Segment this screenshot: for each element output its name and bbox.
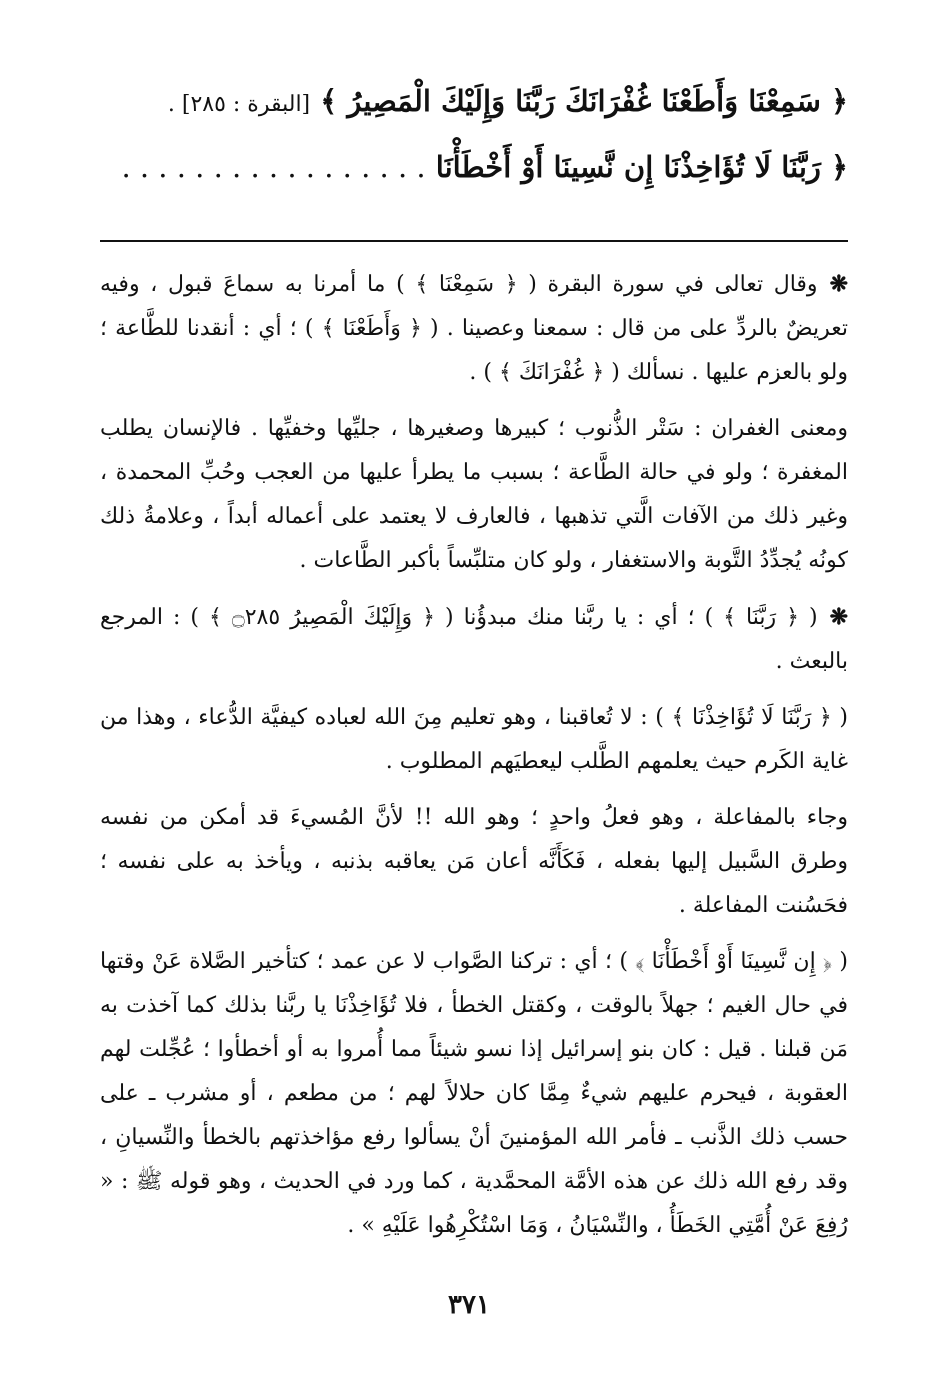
commentary-paragraph [100,696,848,784]
verse-2-ellipsis: . . . . . . . . . . . . . . . . . [121,150,426,184]
page-number: ٣٧١ [448,1290,490,1320]
paragraph-text: وجاء بالمفاعلة ، وهو فعلُ واحدٍ ؛ وهو الله !! لأنَّ المُسيءَ قد أمكن من نفسه وطرق السَّبيل إليها بفعله ، فَكَأَنَّه أعان مَن يعاقبه بذنبه ، ويأخذ به على نفسه ؛ فحَسُنت المفاعلة . [100,805,848,918]
commentary-paragraph [100,262,848,395]
header-verses [90,70,848,198]
verse-1-reference: [البقرة : ٢٨٥] . [167,92,311,117]
verse-line-2 [90,136,848,198]
star-icon: ❋ [829,271,848,297]
commentary-paragraph [100,407,848,583]
commentary-body [100,262,848,1260]
paragraph-text: وقال تعالى في سورة البقرة ( ﴿ سَمِعْنَا ﴾ ) ما أمرنا به سماعَ قبول ، وفيه تعريضٌ بالردِّ على من قال : سمعنا وعصينا . ( ﴿ وَأَطَعْنَا ﴾ ) ؛ أي : أنقدنا للطَّاعة ؛ ولو بالعزم عليها . نسألك ( ﴿ غُفْرَانَكَ ﴾ ) . [100,272,848,385]
paragraph-text: ( ﴿ رَبَّنَا ﴾ ) ؛ أي : يا ربَّنا منك مبدؤُنا ( ﴿ وَإِلَيْكَ الْمَصِيرُ ۝٢٨٥ ﴾ ) : المرجع بالبعث . [100,605,848,674]
paragraph-text: ( ﴿ رَبَّنَا لَا تُؤَاخِذْنَا ﴾ ) : لا تُعاقبنا ، وهو تعليم مِنَ الله لعباده كيفيَّة الدُّعاء ، وهذا من غاية الكَرم حيث يعلمهم الطَّلب ليعطيَهم المطلوب . [100,705,848,774]
verse-line-1 [90,70,848,136]
star-icon: ❋ [829,604,848,630]
verse-2-text: ﴿ رَبَّنَا لَا تُؤَاخِذْنَا إِن نَّسِينَا أَوْ أَخْطَأْنَا [435,150,848,184]
commentary-paragraph [100,595,848,684]
verse-1-text: ﴿ سَمِعْنَا وَأَطَعْنَا غُفْرَانَكَ رَبَّنَا وَإِلَيْكَ الْمَصِيرُ ﴾ [320,84,848,118]
commentary-paragraph [100,940,848,1248]
paragraph-text: ومعنى الغفران : سَتْر الذُّنوب ؛ كبيرها وصغيرها ، جليِّها وخفيِّها . فالإنسان يطلب المغفرة ؛ ولو في حالة الطَّاعة ؛ بسبب ما يطرأ عليها من العجب وحُبِّ المحمدة ، وغير ذلك من الآفات الَّتي تذهبها ، فالعارف لا يعتمد على أعماله أبداً ، وعلامةُ ذلك كونُه يُجدِّدُ التَّوبة والاستغفار ، ولو كان متلبِّساً بأكبر الطَّاعات . [100,416,848,573]
commentary-paragraph [100,796,848,928]
separator-line [100,240,848,242]
paragraph-text: ( ﴿ إِن نَّسِينَا أَوْ أَخْطَأْنَا ﴾ ) ؛ أي : تركنا الصَّواب لا عن عمد ؛ كتأخير الصَّلاة عَنْ وقتها في حال الغيم ؛ جهلاً بالوقت ، وكقتل الخطأ ، فلا تُؤَاخِذْنَا يا ربَّنا بذلك كما آخذت به مَن قبلنا . قيل : كان بنو إسرائيل إذا نسو شيئاً مما أُمروا به أو أخطأوا ؛ عُجِّلت لهم العقوبة ، فيحرم عليهم شيءٌ مِمَّا كان حلالاً لهم ؛ من مطعم ، أو مشرب ـ على حسب ذلك الذَّنب ـ فأمر الله المؤمنينَ أنْ يسألوا رفع مؤاخذتهم بالخطأ والنِّسيانِ ، وقد رفع الله ذلك عن هذه الأمَّة المحمَّدية ، كما ورد في الحديث ، وهو قوله ﷺ : « رُفِعَ عَنْ أُمَّتِي الخَطَأُ ، والنِّسْيَانُ ، وَمَا اسْتُكْرِهُوا عَلَيْهِ » . [100,949,848,1238]
